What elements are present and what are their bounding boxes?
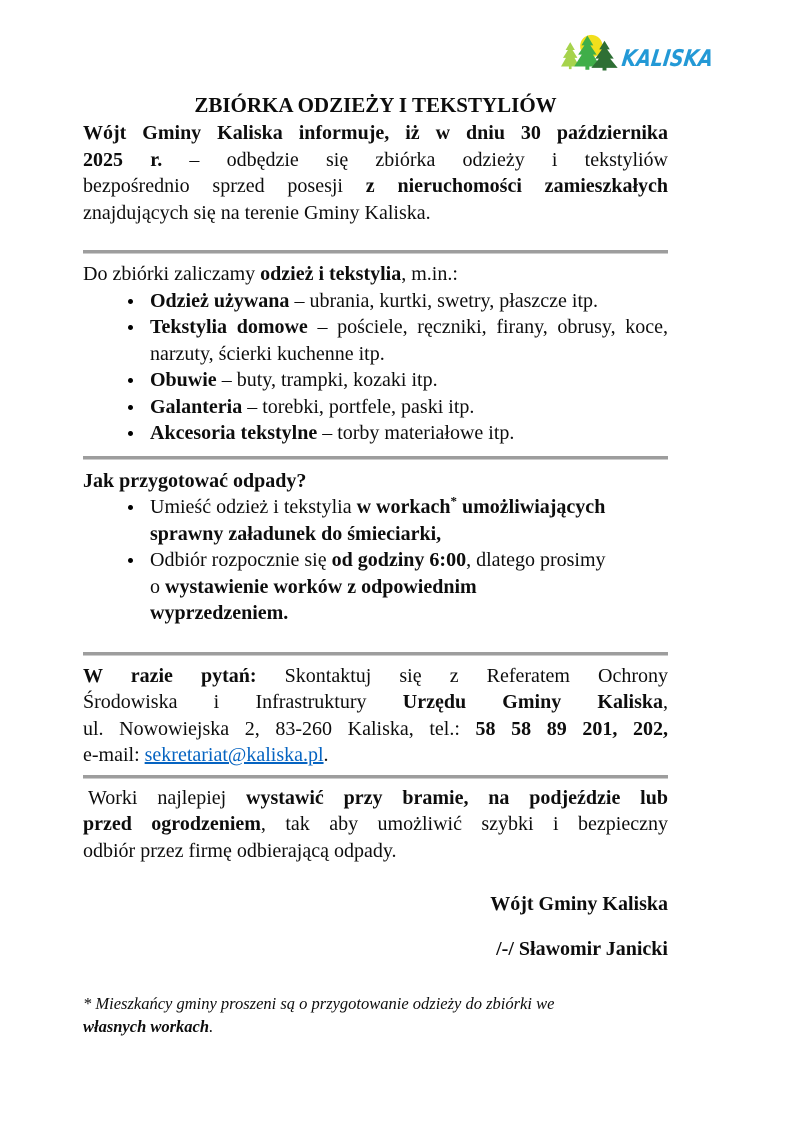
text-line: bezpośrednio sprzed posesji z nieruchomości zamieszkałych xyxy=(83,175,668,197)
text-line: o wystawienie worków z odpowiednim xyxy=(150,575,477,598)
footnote-marker: * xyxy=(450,493,457,509)
list-item xyxy=(83,420,668,447)
list-item xyxy=(83,394,668,421)
document-content xyxy=(83,0,668,1038)
text-line: Do zbiórki zaliczamy odzież i tekstylia, m.in.: xyxy=(83,263,458,285)
text-line: znajdujących się na terenie Gminy Kaliska. xyxy=(83,201,431,224)
section-divider xyxy=(83,775,668,779)
signature-name: /-/ Sławomir Janicki xyxy=(496,937,668,960)
text-line: narzuty, ścierki kuchenne itp. xyxy=(150,342,385,365)
placement-paragraph xyxy=(83,785,668,865)
text-line: W razie pytań: Skontaktuj się z Referatem Ochrony xyxy=(83,664,668,687)
text-line: e-mail: sekretariat@kaliska.pl. xyxy=(83,744,329,766)
email-link[interactable]: sekretariat@kaliska.pl xyxy=(144,744,324,766)
text-line: Galanteria – torebki, portfele, paski itp. xyxy=(150,395,475,418)
text-line: własnych workach. xyxy=(83,1017,214,1036)
logo-text: KALISKA xyxy=(620,46,715,72)
text-line: Odbiór rozpocznie się od godziny 6:00, dlatego prosimy xyxy=(150,549,606,571)
text-line: Odzież używana – ubrania, kurtki, swetry, płaszcze itp. xyxy=(150,289,599,312)
text-line: 2025 r. – odbędzie się zbiórka odzieży i tekstyliów xyxy=(83,148,668,171)
text-line: Akcesoria tekstylne – torby materiałowe itp. xyxy=(150,422,515,444)
signature-role: Wójt Gminy Kaliska xyxy=(490,893,668,915)
text-line: sprawny załadunek do śmieciarki, xyxy=(150,522,442,545)
list-item xyxy=(83,547,668,627)
section-divider xyxy=(83,250,668,254)
list-item xyxy=(83,494,668,547)
list-item xyxy=(83,314,668,367)
contact-paragraph xyxy=(83,663,668,769)
text-line: * Mieszkańcy gminy proszeni są o przygotowanie odzieży do zbiórki we xyxy=(83,994,555,1013)
text-line: odbiór przez firmę odbierającą odpady. xyxy=(83,839,397,862)
text-line: Środowiska i Infrastruktury Urzędu Gminy Kaliska, xyxy=(83,691,668,713)
text-line: Worki najlepiej wystawić przy bramie, na podjeździe lub xyxy=(88,786,668,809)
prepare-heading: Jak przygotować odpady? xyxy=(83,469,307,492)
text-line: przed ogrodzeniem, tak aby umożliwić szybki i bezpieczny xyxy=(83,813,668,835)
list-item xyxy=(83,367,668,394)
footnote xyxy=(83,992,668,1038)
section-divider xyxy=(83,652,668,656)
items-lead xyxy=(83,261,668,288)
items-list xyxy=(83,288,668,447)
text-line: Tekstylia domowe – pościele, ręczniki, firany, obrusy, koce, xyxy=(150,316,668,338)
text-line: wyprzedzeniem. xyxy=(150,602,289,624)
text-line: ul. Nowowiejska 2, 83-260 Kaliska, tel.: 58 58 89 201, 202, xyxy=(83,717,669,740)
text-line: Wójt Gminy Kaliska informuje, iż w dniu 30 października xyxy=(83,122,668,144)
text-line: Umieść odzież i tekstylia w workach* umożliwiających xyxy=(150,493,606,518)
text-line: Obuwie – buty, trampki, kozaki itp. xyxy=(150,369,438,391)
section-divider xyxy=(83,456,668,460)
page-title: ZBIÓRKA ODZIEŻY I TEKSTYLIÓW xyxy=(194,93,557,117)
list-item xyxy=(83,288,668,315)
intro-paragraph xyxy=(83,120,668,226)
prepare-list xyxy=(83,494,668,627)
